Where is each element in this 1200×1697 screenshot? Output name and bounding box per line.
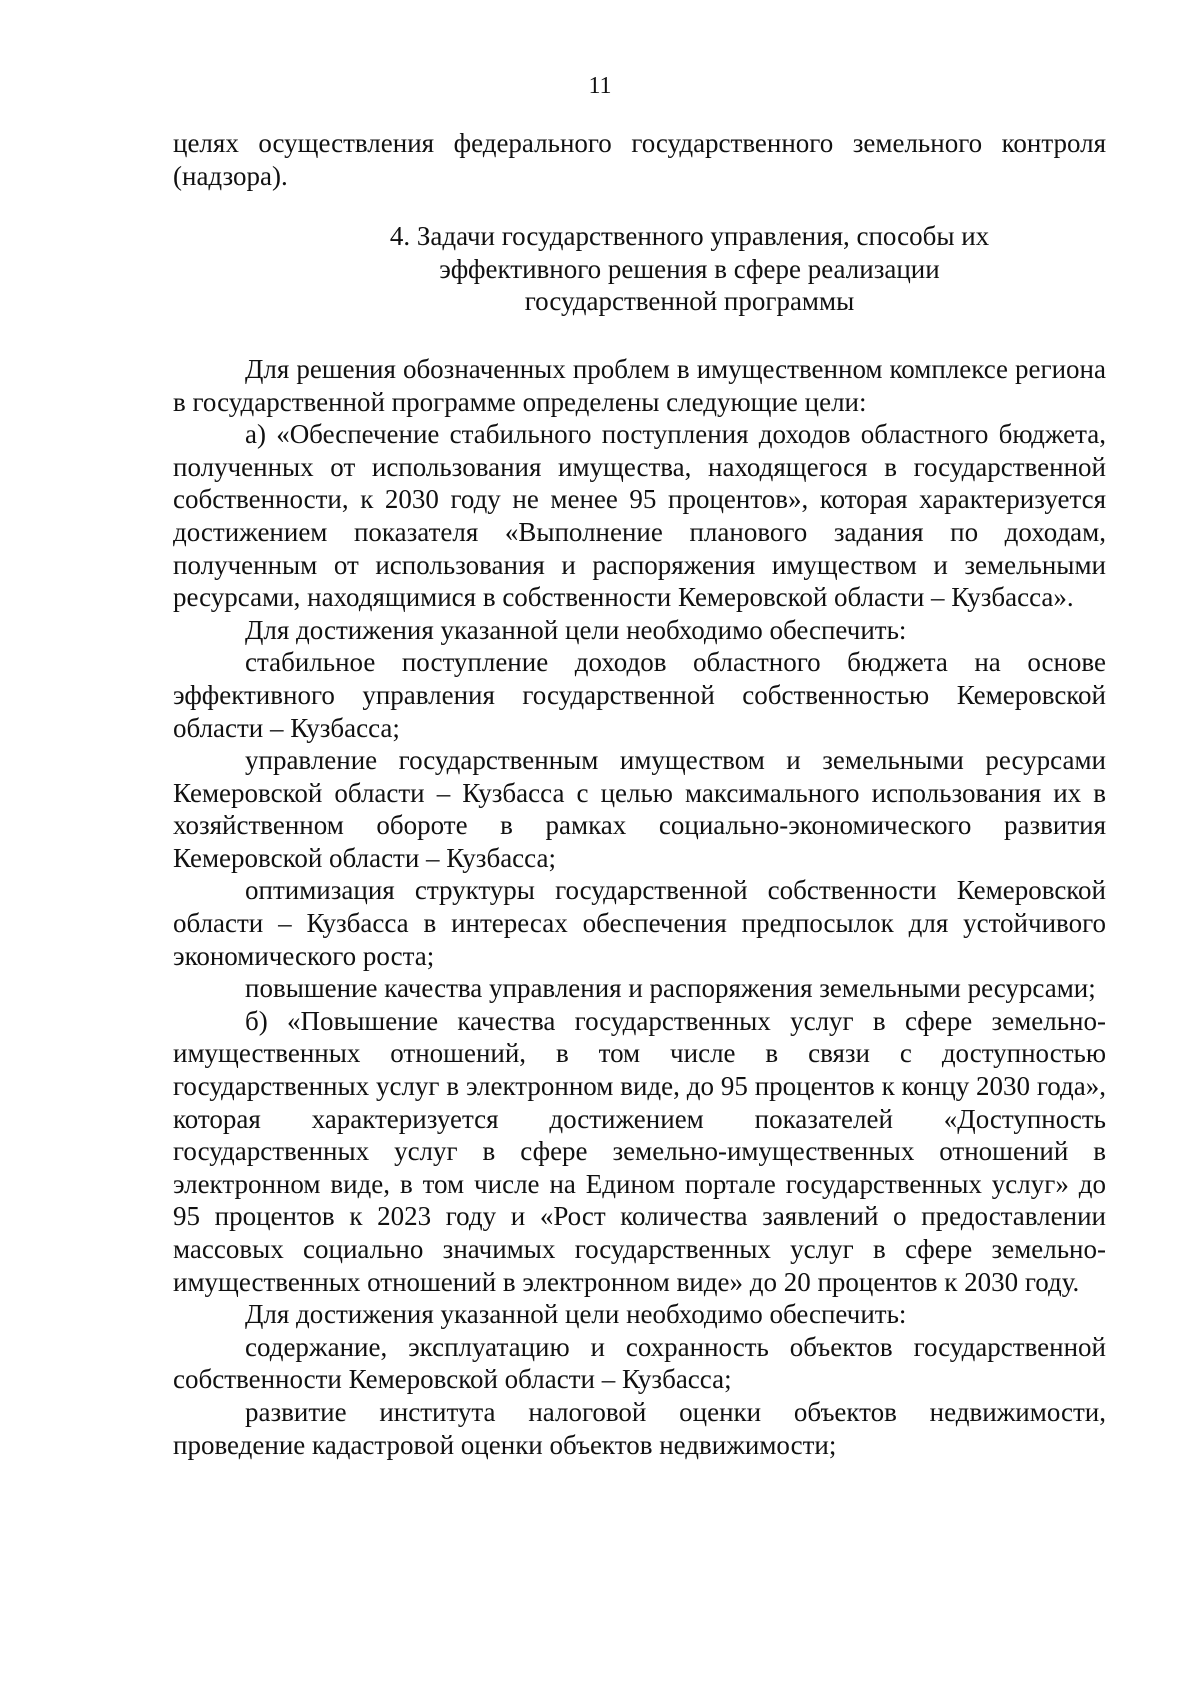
- list-item-land-management-quality: повышение качества управления и распоряжения земельными ресурсами;: [245, 973, 1096, 1004]
- paragraph-requirements-intro: Для достижения указанной цели необходимо обеспечить:: [245, 614, 907, 645]
- paragraph-requirements-intro-2: Для достижения указанной цели необходимо обеспечить:: [245, 1299, 907, 1330]
- section-title: [173, 220, 1106, 318]
- section-title-line: государственной программы: [524, 286, 855, 317]
- paragraph-goals-intro: Для решения обозначенных проблем в имущественном комплексе региона в государственной программе определены следующие цели:: [173, 353, 1106, 417]
- section-title-line: 4. Задачи государственного управления, способы их: [389, 221, 990, 252]
- list-item-stable-revenue: стабильное поступление доходов областного бюджета на основе эффективного управления государственной собственностью Кемеровской области – Кузбасса;: [173, 647, 1106, 743]
- list-item-structure-optimization: оптимизация структуры государственной собственности Кемеровской области – Кузбасса в интересах обеспечения предпосылок для устойчивого экономического роста;: [173, 875, 1106, 971]
- paragraph-goal-b: б) «Повышение качества государственных услуг в сфере земельно-имущественных отношений, в том числе в связи с доступностью государственных услуг в электронном виде, до 95 процентов к концу 2030 года», которая характеризуется достижением показателей «Доступность государственных услуг в сфере земельно-имущественных отношений в электронном виде, в том числе на Едином портале государственных услуг» до 95 процентов к 2023 году и «Рост количества заявлений о предоставлении массовых социально значимых государственных услуг в сфере земельно-имущественных отношений в электронном виде» до 20 процентов к 2030 году.: [173, 1005, 1106, 1297]
- page-number: 11: [588, 73, 612, 99]
- paragraph-goal-a: а) «Обеспечение стабильного поступления доходов областного бюджета, полученных от использования имущества, находящегося в государственной собственности, к 2030 году не менее 95 процентов», которая характеризуется достижением показателя «Выполнение планового задания по доходам, полученным от использования и распоряжения имуществом и земельными ресурсами, находящимися в собственности Кемеровской области – Кузбасса».: [173, 419, 1106, 613]
- list-item-cadastral-valuation: развитие института налоговой оценки объектов недвижимости, проведение кадастровой оценки объектов недвижимости;: [173, 1396, 1106, 1460]
- list-item-property-management: управление государственным имуществом и земельными ресурсами Кемеровской области – Кузбасса с целью максимального использования их в хозяйственном обороте в рамках социально-экономического развития Кемеровской области – Кузбасса;: [173, 745, 1106, 873]
- intro-continuation-paragraph: целях осуществления федерального государственного земельного контроля (надзора).: [173, 128, 1106, 191]
- section-title-line: эффективного решения в сфере реализации: [439, 253, 940, 284]
- list-item-maintenance: содержание, эксплуатацию и сохранность объектов государственной собственности Кемеровской области – Кузбасса;: [173, 1331, 1106, 1395]
- document-body: [173, 127, 1106, 1461]
